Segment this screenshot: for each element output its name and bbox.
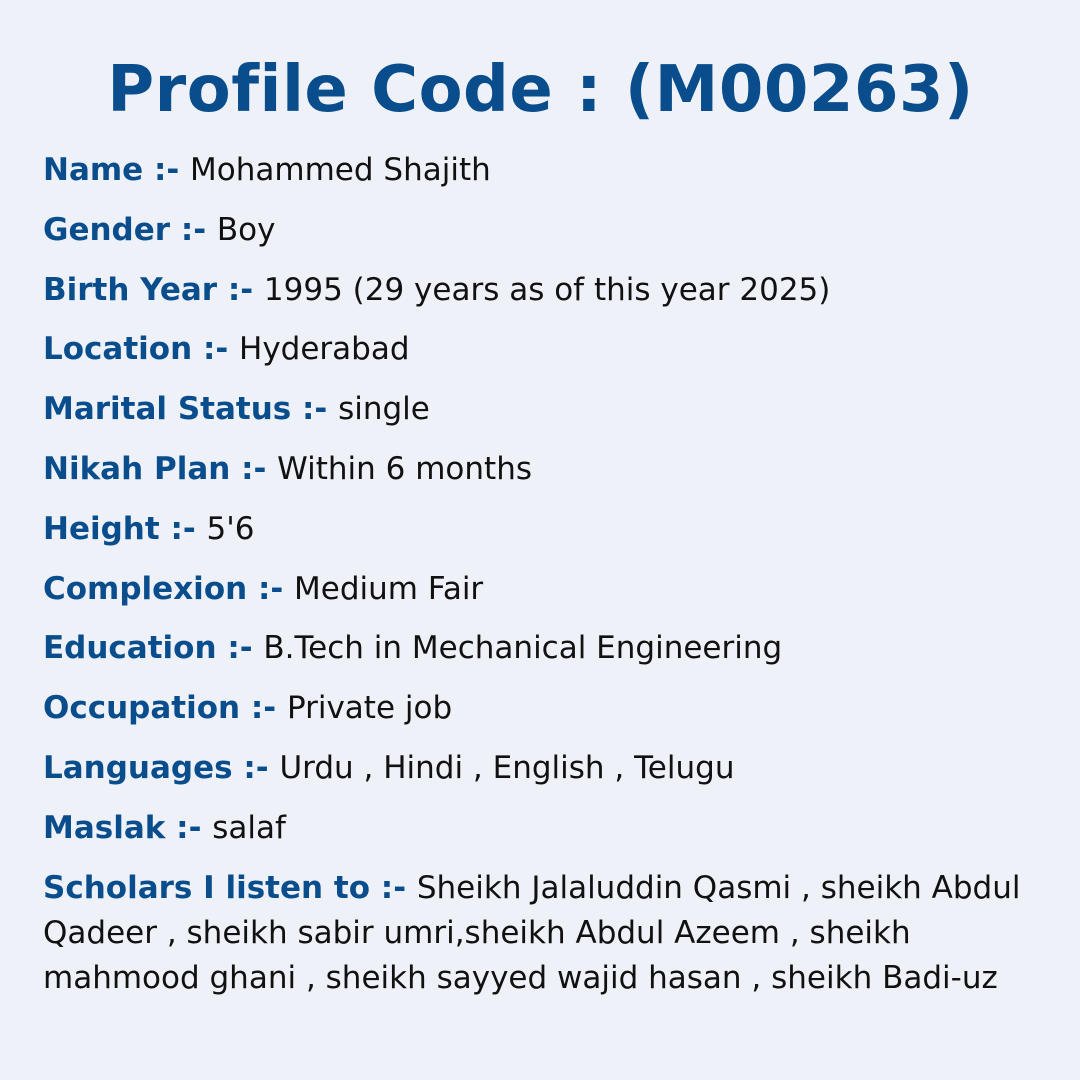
field-maslak: [43, 806, 1038, 850]
field-nikah-plan: [43, 447, 1038, 491]
field-value: Urdu , Hindi , English , Telugu: [279, 749, 735, 786]
field-name: [43, 148, 1038, 192]
field-value: Hyderabad: [239, 331, 410, 368]
field-value: Within 6 months: [277, 450, 532, 487]
field-value: Mohammed Shajith: [190, 152, 491, 188]
field-location: [43, 327, 1038, 371]
field-value: single: [338, 391, 430, 428]
field-value: salaf: [212, 809, 286, 846]
field-label: Nikah Plan :-: [43, 450, 278, 487]
field-education: [43, 626, 1038, 670]
field-label: Height :-: [43, 510, 207, 547]
field-scholars: [43, 866, 1033, 1001]
field-label: Maslak :-: [43, 809, 213, 846]
field-label: Location :-: [43, 331, 240, 368]
field-height: [43, 507, 1038, 551]
field-value: Private job: [286, 690, 453, 727]
field-value: 1995 (29 years as of this year 2025): [263, 271, 831, 308]
field-value: B.Tech in Mechanical Engineering: [263, 630, 783, 667]
field-gender: [43, 208, 1038, 252]
field-label: Occupation :-: [43, 690, 287, 727]
field-birth-year: [43, 268, 1038, 312]
field-label: Scholars I listen to :-: [43, 869, 417, 906]
field-complexion: [43, 567, 1038, 611]
field-value: Sheikh Jalaluddin Qasmi , sheikh Abdul Qadeer , sheikh sabir umri,sheikh Abdul Azeem , sheikh mahmood ghani , sheikh sayyed wajid hasan , sheikh Badi-uz: [43, 869, 1021, 996]
field-label: Gender :-: [43, 211, 217, 248]
field-label: Marital Status :-: [43, 391, 339, 428]
field-languages: [43, 746, 1038, 790]
field-label: Education :-: [43, 630, 264, 667]
page-title: Profile Code : (M00263): [107, 53, 974, 127]
field-label: Languages :-: [43, 749, 280, 786]
field-occupation: [43, 686, 1038, 730]
field-label: Birth Year :-: [43, 271, 264, 308]
profile-fields: [43, 148, 1038, 1001]
field-marital-status: [43, 387, 1038, 431]
field-label: Complexion :-: [43, 570, 295, 607]
field-value: 5'6: [206, 510, 255, 547]
field-label: Name :-: [43, 152, 191, 188]
field-value: Medium Fair: [294, 570, 484, 607]
field-value: Boy: [216, 211, 276, 248]
